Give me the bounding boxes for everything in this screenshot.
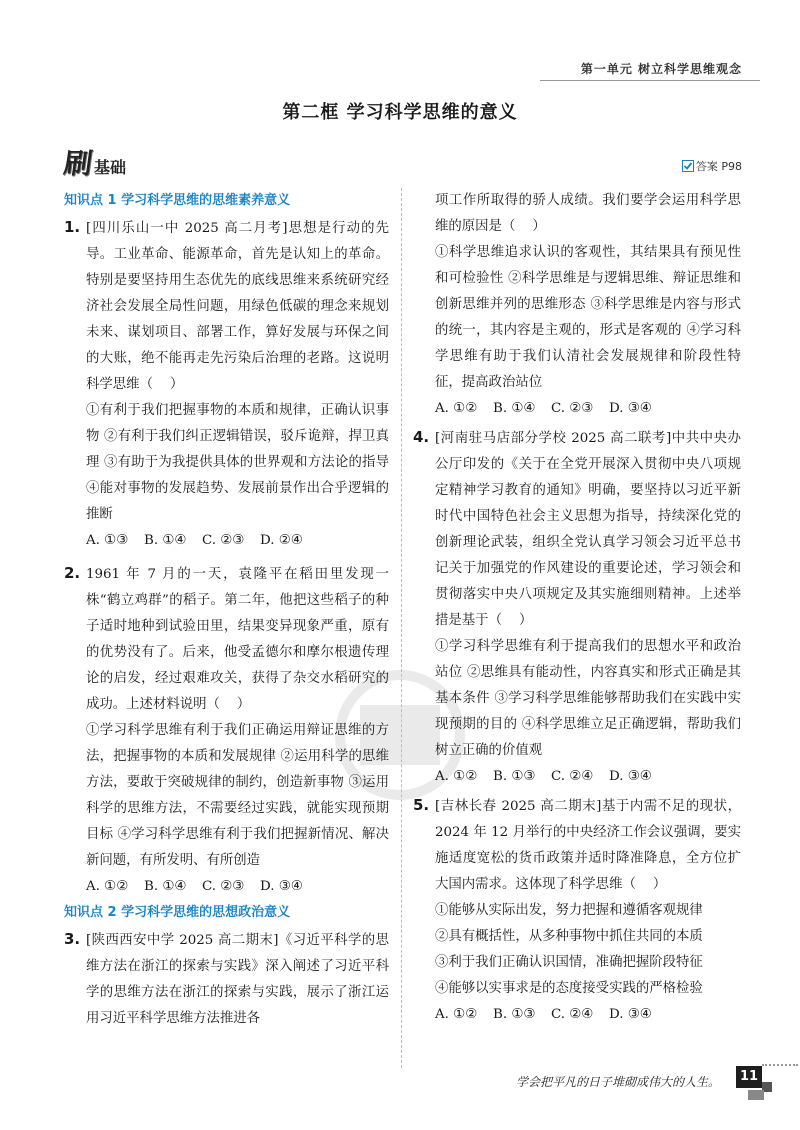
question-4-options xyxy=(413,764,741,790)
section-title-2: 知识点 2 学习科学思维的思想政治意义 xyxy=(64,905,291,920)
option-d[interactable]: D. ③④ xyxy=(609,401,652,416)
question-3-items: ①科学思维追求认识的客观性，其结果具有预见性和可检验性 ②科学思维是与逻辑思维、辩证思维和创新思维并列的思维形态 ③科学思维是内容与形式的统一，其内容是主观的，形式是客观的 ④学习科学思维有助于我们认清社会发展规律和阶段性特征，提高政治站位 xyxy=(435,245,741,390)
question-1-options xyxy=(64,528,389,554)
answer-reference xyxy=(682,158,742,174)
checkmark-icon xyxy=(682,160,694,172)
question-stem: 1961 年 7 月的一天，袁隆平在稻田里发现一株“鹤立鸡群”的稻子。第二年，他把这些稻子的种子适时地种到试验田里，结果变异现象严重，原有的优势没有了。后来，他受孟德尔和摩尔根遗传理论的启发，经过艰难攻关，获得了杂交水稻研究的成功。上述材料说明 xyxy=(86,567,389,712)
question-number: 2. xyxy=(64,564,81,582)
question-stem-continued: 项工作所取得的骄人成绩。我们要学会运用科学思维的原因是 xyxy=(435,193,741,234)
option-c[interactable]: C. ②③ xyxy=(202,533,245,548)
question-stem: [吉林长春 2025 高二期末]基于内需不足的现状，2024 年 12 月举行的中央经济工作会议强调，要实施适度宽松的货币政策并适时降准降息，全方位扩大国内需求。这体现了科学思维 xyxy=(435,799,741,892)
option-b[interactable]: B. ①④ xyxy=(493,401,536,416)
answer-bracket[interactable]: （ ） xyxy=(622,877,667,892)
page-number-dots xyxy=(762,1064,798,1068)
page-number-shade xyxy=(748,1090,764,1100)
option-a[interactable]: A. ①② xyxy=(435,401,478,416)
option-b[interactable]: B. ①③ xyxy=(493,769,536,784)
option-c[interactable]: C. ②④ xyxy=(551,1007,594,1022)
page-title: 第二框 学习科学思维的意义 xyxy=(282,102,518,123)
question-number: 3. xyxy=(64,930,81,948)
question-5-item-2: ②具有概括性，从多种事物中抓住共同的本质 xyxy=(435,929,703,944)
option-c[interactable]: C. ②③ xyxy=(551,401,594,416)
option-d[interactable]: D. ③④ xyxy=(609,1007,652,1022)
option-d[interactable]: D. ③④ xyxy=(260,879,303,894)
section-title-1: 知识点 1 学习科学思维的思维素养意义 xyxy=(64,193,291,208)
unit-header: 第一单元 树立科学思维观念 xyxy=(580,62,742,76)
answer-reference-text: 答案 P98 xyxy=(695,160,742,173)
question-4 xyxy=(413,424,741,634)
option-a[interactable]: A. ①③ xyxy=(86,533,129,548)
left-column xyxy=(64,188,389,1032)
answer-bracket[interactable]: （ ） xyxy=(139,377,184,392)
option-b[interactable]: B. ①④ xyxy=(144,533,187,548)
option-c[interactable]: C. ②④ xyxy=(551,769,594,784)
option-d[interactable]: D. ③④ xyxy=(609,769,652,784)
brand-small-text: 基础 xyxy=(94,158,127,177)
question-5 xyxy=(413,792,741,898)
footer-motto: 学会把平凡的日子堆砌成伟大的人生。 xyxy=(515,1075,720,1089)
option-c[interactable]: C. ②③ xyxy=(202,879,245,894)
question-stem: [河南驻马店部分学校 2025 高二联考]中共中央办公厅印发的《关于在全党开展深入贯彻中央八项规定精神学习教育的通知》明确，要坚持以习近平新时代中国特色社会主义思想为指导，持续深化党的创新理论武装，组织全党认真学习领会习近平总书记关于加强党的作风建设的重要论述，学习领会和贯彻落实中央八项规定及其实施细则精神。上述举措是基于 xyxy=(435,431,741,628)
question-3 xyxy=(64,926,389,1032)
brand-big-char: 刷 xyxy=(61,147,95,180)
answer-bracket[interactable]: （ ） xyxy=(501,219,546,234)
question-stem: [四川乐山一中 2025 高二月考]思想是行动的先导。工业革命、能源革命，首先是认知上的革命。特别是要坚持用生态优先的底线思维来系统研究经济社会发展全局性问题，用绿色低碳的理念来规划未来、谋划项目、部署工作，算好发展与环保之间的大账，绝不能再走先污染后治理的老路。这说明科学思维 xyxy=(86,221,389,392)
question-4-items: ①学习科学思维有利于提高我们的思想水平和政治站位 ②思维具有能动性，内容真实和形式正确是其基本条件 ③学习科学思维能够帮助我们在实践中实现预期的目的 ④科学思维立足正确逻辑，帮助我们树立正确的价值观 xyxy=(435,639,741,758)
question-1 xyxy=(64,214,389,398)
question-1-items: ①有利于我们把握事物的本质和规律，正确认识事物 ②有利于我们纠正逻辑错误，驳斥诡辩，捍卫真理 ③有助于为我提供具体的世界观和方法论的指导 ④能对事物的发展趋势、发展前景作出合乎逻辑的推断 xyxy=(86,403,389,522)
option-b[interactable]: B. ①③ xyxy=(493,1007,536,1022)
option-d[interactable]: D. ②④ xyxy=(260,533,303,548)
question-number: 1. xyxy=(64,218,81,236)
question-2-items: ①学习科学思维有利于我们正确运用辩证思维的方法，把握事物的本质和发展规律 ②运用科学的思维方法，要敢于突破规律的制约，创造新事物 ③运用科学的思维方法，不需要经过实践，就能实现预期目标 ④学习科学思维有利于我们把握新情况、解决新问题，有所发明、有所创造 xyxy=(86,723,389,868)
question-5-item-3: ③利于我们正确认识国情，准确把握阶段特征 xyxy=(435,955,703,970)
question-5-item-1: ①能够从实际出发，努力把握和遵循客观规律 xyxy=(435,903,703,918)
option-a[interactable]: A. ①② xyxy=(86,879,129,894)
header-rule xyxy=(540,80,760,81)
answer-bracket[interactable]: （ ） xyxy=(488,613,533,628)
option-a[interactable]: A. ①② xyxy=(435,1007,478,1022)
question-2 xyxy=(64,560,389,718)
brand-label xyxy=(61,147,127,180)
question-stem: [陕西西安中学 2025 高二期末]《习近平科学的思维方法在浙江的探索与实践》深入阐述了习近平科学的思维方法在浙江的探索与实践，展示了浙江运用习近平科学思维方法推进各 xyxy=(86,933,389,1026)
question-5-options xyxy=(413,1002,741,1028)
page-number: 11 xyxy=(736,1066,762,1088)
right-column xyxy=(413,188,741,1028)
question-5-item-4: ④能够以实事求是的态度接受实践的严格检验 xyxy=(435,981,703,996)
column-divider xyxy=(401,188,402,1068)
question-3-continued xyxy=(413,188,741,240)
question-2-options xyxy=(64,874,389,900)
question-number: 5. xyxy=(413,796,430,814)
answer-bracket[interactable]: （ ） xyxy=(206,697,251,712)
question-3-options xyxy=(413,396,741,422)
option-a[interactable]: A. ①② xyxy=(435,769,478,784)
question-number: 4. xyxy=(413,428,430,446)
option-b[interactable]: B. ①④ xyxy=(144,879,187,894)
